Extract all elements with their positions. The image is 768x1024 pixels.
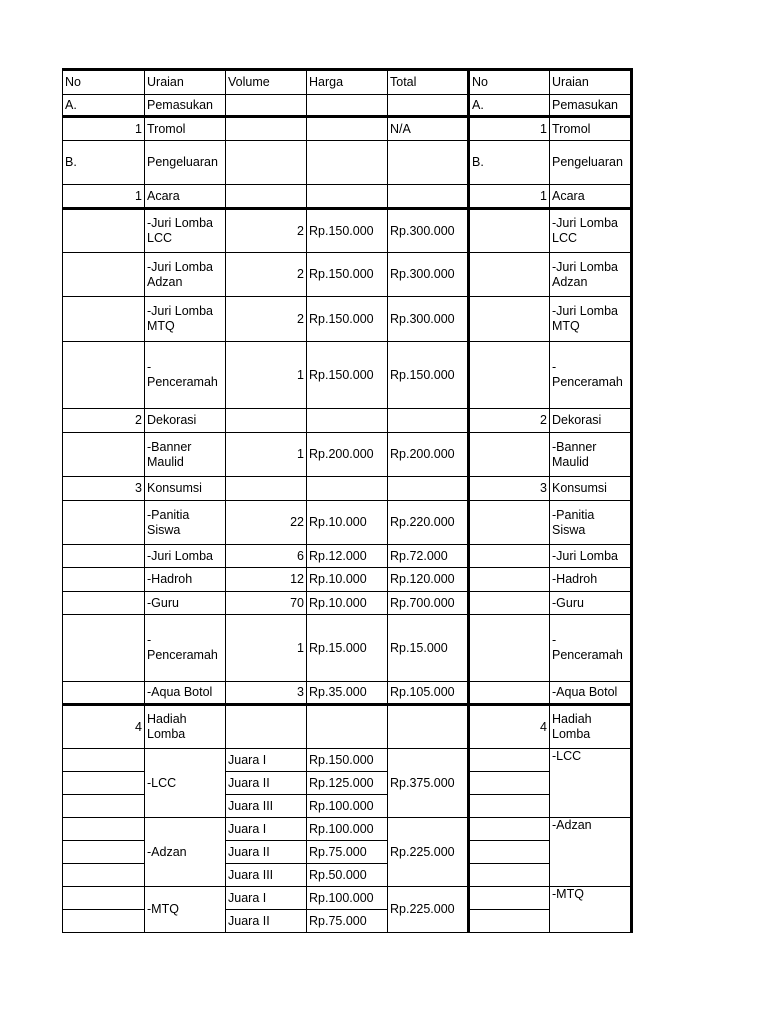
cell-uraian2: Pengeluaran: [550, 141, 632, 185]
cell-uraian: Pemasukan: [145, 95, 226, 117]
cell-uraian: -Banner Maulid: [145, 433, 226, 477]
cell-no: [63, 615, 145, 682]
column-header: Uraian: [145, 70, 226, 95]
cell-no2: B.: [469, 141, 550, 185]
cell-total: Rp.220.000: [388, 501, 469, 545]
cell-total: [388, 185, 469, 209]
cell-uraian: -Panitia Siswa: [145, 501, 226, 545]
cell-no: 4: [63, 705, 145, 749]
cell-harga: [307, 185, 388, 209]
cell-harga: [307, 117, 388, 141]
prize-category-right: -Adzan: [550, 818, 632, 887]
cell-total: Rp.200.000: [388, 433, 469, 477]
prize-rank: Juara III: [226, 795, 307, 818]
cell-total: Rp.300.000: [388, 253, 469, 297]
cell-volume: 3: [226, 682, 307, 705]
cell-volume: [226, 409, 307, 433]
cell-uraian2: -Panitia Siswa: [550, 501, 632, 545]
cell-no: [63, 795, 145, 818]
cell-total: Rp.300.000: [388, 209, 469, 253]
cell-harga: Rp.35.000: [307, 682, 388, 705]
cell-no2: [469, 910, 550, 933]
cell-no: [63, 749, 145, 772]
prize-total: Rp.225.000: [388, 887, 469, 933]
cell-uraian: -Juri Lomba LCC: [145, 209, 226, 253]
cell-uraian: - Penceramah: [145, 342, 226, 409]
cell-no2: [469, 209, 550, 253]
table-row: [63, 501, 632, 545]
prize-category: -MTQ: [145, 887, 226, 933]
cell-total: Rp.105.000: [388, 682, 469, 705]
cell-uraian: Tromol: [145, 117, 226, 141]
cell-volume: [226, 117, 307, 141]
cell-no2: [469, 545, 550, 568]
prize-row: [63, 818, 632, 841]
table-row: [63, 568, 632, 592]
cell-no: [63, 342, 145, 409]
cell-no: [63, 864, 145, 887]
cell-uraian2: - Penceramah: [550, 615, 632, 682]
cell-uraian2: Tromol: [550, 117, 632, 141]
cell-no2: [469, 297, 550, 342]
cell-no2: [469, 433, 550, 477]
cell-uraian2: Pemasukan: [550, 95, 632, 117]
prize-amount: Rp.50.000: [307, 864, 388, 887]
budget-table: [62, 68, 633, 933]
cell-volume: [226, 477, 307, 501]
cell-volume: [226, 185, 307, 209]
prize-amount: Rp.75.000: [307, 841, 388, 864]
prize-rank: Juara I: [226, 887, 307, 910]
cell-volume: [226, 705, 307, 749]
cell-no: 2: [63, 409, 145, 433]
prize-rank: Juara II: [226, 910, 307, 933]
cell-total: N/A: [388, 117, 469, 141]
cell-no2: [469, 841, 550, 864]
cell-uraian: Dekorasi: [145, 409, 226, 433]
cell-uraian: Acara: [145, 185, 226, 209]
table-row: [63, 95, 632, 117]
cell-no: A.: [63, 95, 145, 117]
cell-uraian2: -Guru: [550, 592, 632, 615]
cell-total: [388, 141, 469, 185]
cell-no2: [469, 501, 550, 545]
table-row: [63, 592, 632, 615]
cell-total: [388, 705, 469, 749]
cell-volume: 12: [226, 568, 307, 592]
cell-no: [63, 297, 145, 342]
cell-no2: [469, 568, 550, 592]
cell-harga: Rp.10.000: [307, 592, 388, 615]
cell-uraian: -Juri Lomba Adzan: [145, 253, 226, 297]
prize-total: Rp.225.000: [388, 818, 469, 887]
cell-harga: Rp.150.000: [307, 342, 388, 409]
cell-no: 1: [63, 117, 145, 141]
cell-harga: [307, 141, 388, 185]
cell-volume: 6: [226, 545, 307, 568]
cell-harga: Rp.10.000: [307, 568, 388, 592]
cell-no2: [469, 342, 550, 409]
prize-category-right: -LCC: [550, 749, 632, 818]
prize-rank: Juara I: [226, 818, 307, 841]
cell-harga: Rp.200.000: [307, 433, 388, 477]
cell-no: [63, 592, 145, 615]
cell-no2: A.: [469, 95, 550, 117]
cell-harga: Rp.150.000: [307, 209, 388, 253]
cell-harga: [307, 409, 388, 433]
cell-volume: 1: [226, 342, 307, 409]
cell-volume: 1: [226, 433, 307, 477]
prize-amount: Rp.75.000: [307, 910, 388, 933]
cell-volume: 2: [226, 297, 307, 342]
prize-amount: Rp.100.000: [307, 818, 388, 841]
cell-total: Rp.700.000: [388, 592, 469, 615]
prize-rank: Juara II: [226, 841, 307, 864]
prize-category-right: -MTQ: [550, 887, 632, 933]
table-row: [63, 253, 632, 297]
table-row: [63, 545, 632, 568]
cell-uraian2: Konsumsi: [550, 477, 632, 501]
cell-no2: 1: [469, 117, 550, 141]
cell-uraian: Hadiah Lomba: [145, 705, 226, 749]
cell-no2: [469, 772, 550, 795]
cell-uraian2: Acara: [550, 185, 632, 209]
cell-uraian: -Hadroh: [145, 568, 226, 592]
cell-uraian2: -Juri Lomba MTQ: [550, 297, 632, 342]
cell-uraian: -Guru: [145, 592, 226, 615]
cell-uraian: Konsumsi: [145, 477, 226, 501]
cell-no: [63, 818, 145, 841]
cell-volume: 1: [226, 615, 307, 682]
column-header: Volume: [226, 70, 307, 95]
table-row: [63, 477, 632, 501]
table-row: [63, 209, 632, 253]
table-row: [63, 615, 632, 682]
table-row: [63, 297, 632, 342]
cell-no: [63, 545, 145, 568]
cell-no2: 2: [469, 409, 550, 433]
cell-uraian2: -Juri Lomba LCC: [550, 209, 632, 253]
cell-uraian: -Aqua Botol: [145, 682, 226, 705]
cell-harga: [307, 95, 388, 117]
cell-no2: 1: [469, 185, 550, 209]
cell-no2: 4: [469, 705, 550, 749]
cell-volume: 70: [226, 592, 307, 615]
prize-category: -Adzan: [145, 818, 226, 887]
cell-no2: [469, 887, 550, 910]
cell-uraian2: -Juri Lomba Adzan: [550, 253, 632, 297]
cell-no: [63, 568, 145, 592]
prize-amount: Rp.100.000: [307, 887, 388, 910]
cell-no: [63, 501, 145, 545]
prize-category: -LCC: [145, 749, 226, 818]
cell-no2: [469, 795, 550, 818]
prize-amount: Rp.100.000: [307, 795, 388, 818]
cell-no: [63, 209, 145, 253]
cell-uraian: Pengeluaran: [145, 141, 226, 185]
cell-volume: [226, 141, 307, 185]
cell-volume: 22: [226, 501, 307, 545]
cell-uraian2: -Aqua Botol: [550, 682, 632, 705]
cell-no2: 3: [469, 477, 550, 501]
cell-harga: Rp.15.000: [307, 615, 388, 682]
cell-no2: [469, 615, 550, 682]
cell-no: [63, 253, 145, 297]
cell-no: [63, 772, 145, 795]
column-header: Harga: [307, 70, 388, 95]
prize-amount: Rp.125.000: [307, 772, 388, 795]
cell-total: Rp.120.000: [388, 568, 469, 592]
column-header: Uraian: [550, 70, 632, 95]
header-row: [63, 70, 632, 95]
cell-volume: 2: [226, 209, 307, 253]
table-row: [63, 409, 632, 433]
prize-row: [63, 749, 632, 772]
cell-no2: [469, 592, 550, 615]
prize-rank: Juara I: [226, 749, 307, 772]
table-row: [63, 705, 632, 749]
cell-total: Rp.150.000: [388, 342, 469, 409]
cell-no: B.: [63, 141, 145, 185]
table-row: [63, 117, 632, 141]
cell-uraian: -Juri Lomba: [145, 545, 226, 568]
cell-no: [63, 887, 145, 910]
column-header: No: [469, 70, 550, 95]
prize-amount: Rp.150.000: [307, 749, 388, 772]
cell-no: [63, 682, 145, 705]
cell-volume: 2: [226, 253, 307, 297]
cell-no: [63, 910, 145, 933]
cell-uraian2: Hadiah Lomba: [550, 705, 632, 749]
cell-no: 3: [63, 477, 145, 501]
cell-uraian2: -Juri Lomba: [550, 545, 632, 568]
table-row: [63, 185, 632, 209]
table-row: [63, 141, 632, 185]
cell-uraian2: Dekorasi: [550, 409, 632, 433]
cell-no2: [469, 682, 550, 705]
cell-no: 1: [63, 185, 145, 209]
cell-harga: Rp.10.000: [307, 501, 388, 545]
cell-no2: [469, 864, 550, 887]
cell-harga: Rp.150.000: [307, 297, 388, 342]
cell-harga: [307, 705, 388, 749]
cell-total: Rp.15.000: [388, 615, 469, 682]
column-header: Total: [388, 70, 469, 95]
cell-harga: Rp.12.000: [307, 545, 388, 568]
cell-no2: [469, 253, 550, 297]
cell-no: [63, 841, 145, 864]
cell-no2: [469, 749, 550, 772]
table-row: [63, 682, 632, 705]
prize-rank: Juara III: [226, 864, 307, 887]
cell-volume: [226, 95, 307, 117]
cell-total: Rp.72.000: [388, 545, 469, 568]
cell-uraian2: -Hadroh: [550, 568, 632, 592]
cell-total: Rp.300.000: [388, 297, 469, 342]
prize-total: Rp.375.000: [388, 749, 469, 818]
cell-harga: [307, 477, 388, 501]
cell-uraian: - Penceramah: [145, 615, 226, 682]
prize-row: [63, 887, 632, 910]
table-row: [63, 342, 632, 409]
cell-uraian2: -Banner Maulid: [550, 433, 632, 477]
cell-uraian: -Juri Lomba MTQ: [145, 297, 226, 342]
column-header: No: [63, 70, 145, 95]
cell-uraian2: - Penceramah: [550, 342, 632, 409]
table-row: [63, 433, 632, 477]
prize-rank: Juara II: [226, 772, 307, 795]
cell-harga: Rp.150.000: [307, 253, 388, 297]
cell-total: [388, 409, 469, 433]
cell-total: [388, 477, 469, 501]
cell-no: [63, 433, 145, 477]
cell-no2: [469, 818, 550, 841]
cell-total: [388, 95, 469, 117]
